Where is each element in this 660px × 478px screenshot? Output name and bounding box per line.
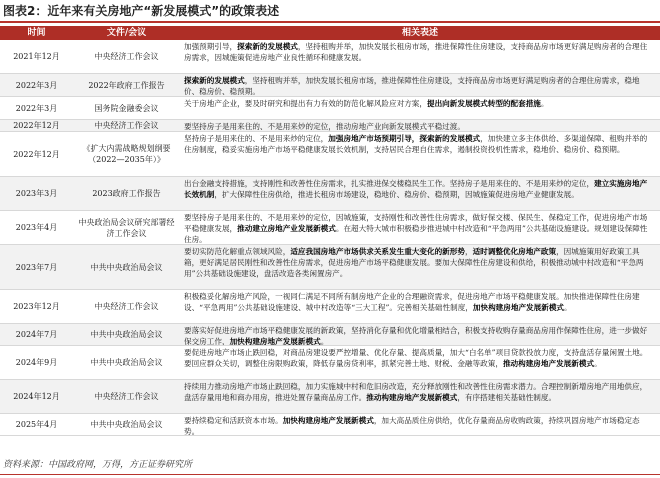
table-row xyxy=(0,245,660,290)
description-text: ，加大高品质住房供给，优化存量商品房收购政策，持续巩固房地产市场稳定态势。 xyxy=(184,416,640,435)
row-time: 2024年7月 xyxy=(15,330,58,339)
description-text: ，坚持租购并举，加快发展长租房市场，推进保障性住房建设，支持商品房市场更好满足购房者的合理住房需求，稳地价、稳房价、稳预期。 xyxy=(184,76,640,96)
row-description xyxy=(180,380,660,413)
row-time: 2021年12月 xyxy=(13,52,60,61)
row-time: 2024年9月 xyxy=(15,358,58,367)
description-text: 。 xyxy=(540,99,549,108)
row-time: 2022年12月 xyxy=(13,149,60,159)
row-description xyxy=(180,120,660,131)
row-description xyxy=(180,414,660,435)
row-time: 2022年3月 xyxy=(15,103,58,113)
description-emphasis: 提出向新发展模式转型的配套措施 xyxy=(427,99,541,108)
description-emphasis: 推动构建房地产发展新模式 xyxy=(502,359,595,368)
row-document: 中央经济工作会议 xyxy=(94,302,159,311)
row-time: 2023年7月 xyxy=(15,262,58,272)
description-emphasis: 探索新的发展模式 xyxy=(237,42,298,51)
description-text: 持续用力推动房地产市场止跌回稳，加力实施城中村和危旧房改造，充分释放刚性和改善性住房需求潜力。合理控制新增房地产用地供应，盘活存量用地和商办用房，推进处置存量商品房工作。 xyxy=(184,382,648,402)
description-text: ，扩大保障性住房供给，推进长租房市场建设，稳地价、稳房价、稳预期，因城施策促进房地产业健康发展。 xyxy=(214,190,579,199)
row-document: 国务院金融委会议 xyxy=(94,103,159,113)
table-header xyxy=(0,26,660,40)
description-emphasis: 建立实施房地产长效机制 xyxy=(184,179,648,199)
row-description xyxy=(180,74,660,96)
description-emphasis: 适应我国房地产市场供求关系发生重大变化的新形势 xyxy=(290,247,465,256)
row-document: 中共中央政治局会议 xyxy=(90,420,163,429)
row-description xyxy=(180,245,660,289)
description-text: 关于房地产企业，要及时研究和提出有力有效的防范化解风险应对方案， xyxy=(184,99,427,108)
table-row xyxy=(0,290,660,324)
description-emphasis: 加快构建房地产发展新模式 xyxy=(229,337,321,345)
title-divider xyxy=(0,21,660,23)
description-text: 。 xyxy=(594,359,602,368)
table-body xyxy=(0,40,660,436)
figure-title: 图表2：近年来有关房地产“新发展模式”的政策表述 xyxy=(3,4,280,18)
table-row xyxy=(0,324,660,346)
row-description xyxy=(180,290,660,323)
description-emphasis: 加快构建房地产发展新模式 xyxy=(472,303,565,312)
description-text: 要坚持房子是用来住的、不是用来炒的定位，推动房地产业向新发展模式平稳过渡。 xyxy=(184,122,465,131)
row-document: 中央经济工作会议 xyxy=(94,392,159,401)
row-description xyxy=(180,40,660,73)
description-emphasis: 推动建立房地产业发展新模式 xyxy=(237,224,336,233)
row-description xyxy=(180,177,660,210)
description-text: ， xyxy=(464,247,473,256)
table-row xyxy=(0,74,660,97)
description-text: ，有序搭建相关基础性制度。 xyxy=(457,393,557,402)
table-row xyxy=(0,346,660,380)
row-description xyxy=(180,211,660,244)
header-desc: 相关表述 xyxy=(401,28,438,38)
row-time: 2024年12月 xyxy=(13,392,60,401)
row-time: 2023年4月 xyxy=(15,223,58,232)
table-row xyxy=(0,97,660,120)
row-document: 中共中央政治局会议 xyxy=(90,358,163,367)
header-time: 时间 xyxy=(27,28,46,38)
description-text: 。 xyxy=(320,337,329,345)
description-emphasis: 推动构建房地产发展新模式 xyxy=(366,393,458,402)
description-text: 出台金融支持措施，支持刚性和改善性住房需求，扎实推进保交楼稳民生工作。坚持房子是用来住的、不是用来炒的定位， xyxy=(184,179,595,188)
description-text: 积极稳妥化解房地产风险，一视同仁满足不同所有制房地产企业的合理融资需求，促进房地产市场平稳健康发展。加快推进保障性住房建设、“平急两用”公共基础设施建设、城中村改造等“三大工程”。完善相关基础性制度， xyxy=(184,292,640,312)
row-time: 2022年3月 xyxy=(15,80,58,90)
row-document: 中共中央政治局会议 xyxy=(90,330,163,339)
description-text: ，因城施策用好政策工具箱，更好满足居民刚性和改善性住房需求，促进房地产市场平稳健康发展。要加大保障性住房建设和供给，积极推动城中村改造和“平急两用”公共基础设施建设，盘活改造各类闲置房产。 xyxy=(184,247,644,278)
bottom-divider xyxy=(0,474,660,475)
table-row xyxy=(0,380,660,414)
table-row xyxy=(0,40,660,74)
description-text: 要促进房地产市场止跌回稳，对商品房建设要严控增量、优化存量、提高质量，加大“白名单”项目贷款投放力度，支持盘活存量闲置土地。要回应群众关切，调整住房限购政策，降低存量房贷利率，抓紧完善土地、财税、金融等政策， xyxy=(184,348,648,368)
row-time: 2022年12月 xyxy=(13,121,60,130)
policy-table xyxy=(0,26,660,436)
row-time: 2025年4月 xyxy=(15,420,58,429)
row-document: 中央经济工作会议 xyxy=(94,121,159,130)
description-text: 坚持房子是用来住的、不是用来炒的定位， xyxy=(184,134,329,143)
row-description xyxy=(180,346,660,379)
row-document: 中共中央政治局会议 xyxy=(90,262,163,272)
description-text: 。在超大特大城市积极稳步推进城中村改造和“平急两用”公共基础设施建设。规划建设保障性住房。 xyxy=(184,224,648,244)
table-row xyxy=(0,120,660,132)
description-text: 要坚持房子是用来住的、不是用来炒的定位，因城施策，支持刚性和改善性住房需求，做好保交楼、保民生、保稳定工作，促进房地产市场平稳健康发展， xyxy=(184,213,648,233)
table-row xyxy=(0,414,660,436)
row-time: 2023年3月 xyxy=(15,189,58,198)
description-text: 。 xyxy=(564,303,572,312)
description-text: 加强预期引导， xyxy=(184,42,238,51)
source-note: 资料来源：中国政府网，万得，方正证券研究所 xyxy=(3,460,193,470)
table-row xyxy=(0,132,660,177)
row-document: 《扩大内需战略规划纲要（2022—2035年）》 xyxy=(82,144,171,164)
row-document: 2023政府工作报告 xyxy=(92,189,161,198)
description-text: ，加快建立多主体供给、多渠道保障、租购并举的住房制度，稳妥实施房地产市场平稳健康发展长效机制，支持居民合理自住需求，遏制投资投机性需求，稳地价、稳房价、稳预期。 xyxy=(184,134,648,154)
description-text: 要切实防范化解重点领域风险， xyxy=(184,247,291,256)
row-document: 2022年政府工作报告 xyxy=(88,80,165,90)
row-document: 中央经济工作会议 xyxy=(94,52,159,61)
description-emphasis: 探索新的发展模式 xyxy=(184,76,245,85)
row-time: 2023年12月 xyxy=(13,302,60,311)
table-row xyxy=(0,177,660,211)
description-text: ，坚持租购并举，加快发展长租房市场，推进保障性住房建设，支持商品房市场更好满足购房者的合理住房需求，因城施策促进房地产业良性循环和健康发展。 xyxy=(184,42,648,62)
row-document: 中央政治局会议研究部署经济工作会议 xyxy=(78,217,175,238)
row-description xyxy=(180,324,660,345)
description-text: 要持续稳定和活跃资本市场。 xyxy=(184,416,283,425)
header-doc: 文件/会议 xyxy=(106,28,147,38)
description-emphasis: 加快构建房地产发展新模式 xyxy=(282,416,374,425)
description-emphasis: 加强房地产市场预期引导，探索新的发展模式 xyxy=(328,134,481,143)
description-emphasis: 适时调整优化房地产政策 xyxy=(472,247,557,256)
row-description xyxy=(180,97,660,119)
description-text: 要落实好促进房地产市场平稳健康发展的新政策，坚持消化存量和优化增量相结合，积极支持收购存量商品房用作保障性住房，进一步做好保交房工作， xyxy=(184,326,648,345)
table-row xyxy=(0,211,660,245)
row-description xyxy=(180,132,660,176)
